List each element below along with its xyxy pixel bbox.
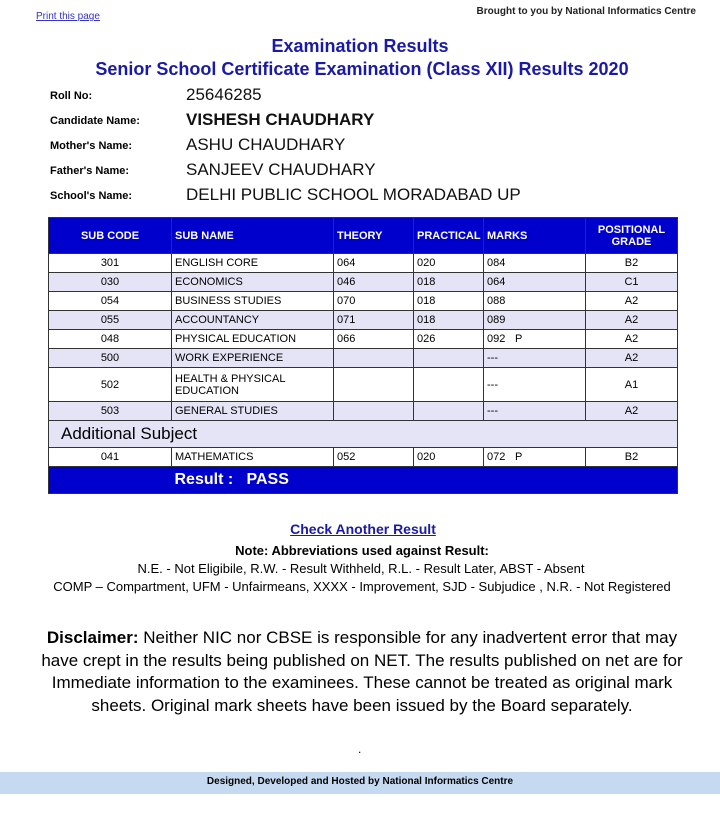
header-sub-name: SUB NAME [172, 218, 334, 254]
table-row [49, 448, 678, 467]
grade-cell: A1 [586, 368, 678, 402]
page-subtitle: Senior School Certificate Examination (Class XII) Results 2020 [95, 59, 629, 79]
grade-cell: A2 [586, 311, 678, 330]
abbreviation-note-line2: COMP – Compartment, UFM - Unfairmeans, XXXX - Improvement, SJD - Subjudice , N.R. - Not Registered [53, 579, 671, 594]
table-row [49, 254, 678, 273]
grade-cell: A2 [586, 349, 678, 368]
roll-label: Roll No: [50, 90, 93, 102]
theory-cell: 070 [334, 292, 414, 311]
result-row [49, 467, 678, 494]
disclaimer-label: Disclaimer: [46, 628, 139, 647]
practical-cell: 020 [414, 448, 484, 467]
marks-flag: P [515, 333, 523, 345]
practical-cell: 020 [414, 254, 484, 273]
marks-value: 064 [487, 276, 506, 288]
brought-by-text: Brought to you by National Informatics Centre [476, 6, 696, 17]
father-name-value: SANJEEV CHAUDHARY [186, 160, 376, 179]
theory-cell: 071 [334, 311, 414, 330]
marks-cell [484, 448, 586, 467]
practical-cell: 018 [414, 292, 484, 311]
theory-cell [334, 368, 414, 402]
additional-subject-rows [49, 448, 678, 467]
header-sub-code: SUB CODE [49, 218, 172, 254]
abbreviation-note-title: Note: Abbreviations used against Result: [235, 543, 489, 558]
marks-flag: P [515, 451, 523, 463]
table-header-row [49, 218, 678, 254]
candidate-name-label: Candidate Name: [50, 115, 140, 127]
mother-name-row [50, 132, 690, 157]
sub-name-cell: WORK EXPERIENCE [172, 349, 334, 368]
sub-code-cell: 055 [49, 311, 172, 330]
grade-cell: A2 [586, 402, 678, 421]
practical-cell [414, 368, 484, 402]
marks-value: --- [487, 378, 498, 391]
grade-cell: B2 [586, 448, 678, 467]
marks-cell [484, 311, 586, 330]
page-title: Examination Results [271, 36, 449, 56]
school-name-row [50, 182, 690, 207]
grade-cell: A2 [586, 330, 678, 349]
table-row [49, 402, 678, 421]
theory-cell [334, 349, 414, 368]
candidate-name-row [50, 107, 690, 132]
marks-table [48, 217, 678, 494]
school-name-label: School's Name: [50, 190, 133, 202]
header-practical: PRACTICAL [414, 218, 484, 254]
sub-code-cell: 030 [49, 273, 172, 292]
table-row [49, 311, 678, 330]
header-theory: THEORY [334, 218, 414, 254]
sub-name-cell: PHYSICAL EDUCATION [172, 330, 334, 349]
marks-cell [484, 402, 586, 421]
mother-name-label: Mother's Name: [50, 140, 133, 152]
sub-code-cell: 041 [49, 448, 172, 467]
practical-cell: 026 [414, 330, 484, 349]
sub-code-cell: 502 [49, 368, 172, 402]
header-positional-grade: POSITIONAL GRADE [586, 218, 678, 254]
marks-cell [484, 292, 586, 311]
additional-subject-label: Additional Subject [49, 421, 678, 448]
result-section [49, 467, 678, 494]
marks-cell [484, 349, 586, 368]
practical-cell [414, 402, 484, 421]
result-cell [172, 467, 678, 494]
disclaimer [40, 627, 684, 717]
school-name-value: DELHI PUBLIC SCHOOL MORADABAD UP [186, 185, 521, 204]
marks-value: 084 [487, 257, 506, 269]
sub-code-cell: 500 [49, 349, 172, 368]
sub-name-cell: ENGLISH CORE [172, 254, 334, 273]
father-name-row [50, 157, 690, 182]
abbreviation-note-line1: N.E. - Not Eligibile, R.W. - Result Withheld, R.L. - Result Later, ABST - Absent [137, 561, 585, 576]
trailing-dot: . [358, 742, 362, 756]
result-value: PASS [246, 471, 289, 488]
roll-row [50, 82, 690, 107]
header-marks: MARKS [484, 218, 586, 254]
sub-code-cell: 301 [49, 254, 172, 273]
sub-name-cell: ACCOUNTANCY [172, 311, 334, 330]
marks-cell [484, 368, 586, 402]
additional-subject-row [49, 421, 678, 448]
sub-name-cell: HEALTH & PHYSICAL EDUCATION [172, 368, 334, 402]
sub-name-cell: GENERAL STUDIES [172, 402, 334, 421]
practical-cell [414, 349, 484, 368]
subject-rows [49, 254, 678, 421]
marks-cell [484, 254, 586, 273]
mother-name-value: ASHU CHAUDHARY [186, 135, 346, 154]
practical-cell: 018 [414, 273, 484, 292]
marks-value: 072 [487, 451, 506, 463]
result-spacer [49, 467, 172, 494]
grade-cell: A2 [586, 292, 678, 311]
print-page-link[interactable]: Print this page [36, 11, 100, 22]
practical-cell: 018 [414, 311, 484, 330]
table-row [49, 330, 678, 349]
theory-cell [334, 402, 414, 421]
theory-cell: 066 [334, 330, 414, 349]
marks-value: --- [487, 352, 498, 364]
sub-code-cell: 048 [49, 330, 172, 349]
father-name-label: Father's Name: [50, 165, 130, 177]
disclaimer-text: Neither NIC nor CBSE is responsible for any inadvertent error that may have crept in the results being published on NET. The results published on net are for Immediate information to the examinees. These cannot be treated as original mark sheets. Original mark sheets have been issued by the Board separately. [41, 628, 683, 715]
theory-cell: 052 [334, 448, 414, 467]
marks-cell [484, 273, 586, 292]
check-another-result-link[interactable]: Check Another Result [290, 521, 436, 537]
marks-value: 088 [487, 295, 506, 307]
marks-value: 092 [487, 333, 506, 345]
table-row [49, 273, 678, 292]
roll-value: 25646285 [186, 85, 262, 104]
grade-cell: C1 [586, 273, 678, 292]
table-row [49, 368, 678, 402]
table-row [49, 349, 678, 368]
footer: Designed, Developed and Hosted by National Informatics Centre [0, 772, 720, 794]
sub-name-cell: ECONOMICS [172, 273, 334, 292]
marks-value: --- [487, 405, 498, 417]
theory-cell: 046 [334, 273, 414, 292]
sub-name-cell: BUSINESS STUDIES [172, 292, 334, 311]
table-row [49, 292, 678, 311]
marks-value: 089 [487, 314, 506, 326]
grade-cell: B2 [586, 254, 678, 273]
result-label: Result : [174, 471, 234, 488]
candidate-name-value: VISHESH CHAUDHARY [186, 110, 375, 129]
marks-cell [484, 330, 586, 349]
sub-name-cell: MATHEMATICS [172, 448, 334, 467]
sub-code-cell: 503 [49, 402, 172, 421]
candidate-info [50, 82, 690, 207]
sub-code-cell: 054 [49, 292, 172, 311]
additional-section [49, 421, 678, 448]
theory-cell: 064 [334, 254, 414, 273]
